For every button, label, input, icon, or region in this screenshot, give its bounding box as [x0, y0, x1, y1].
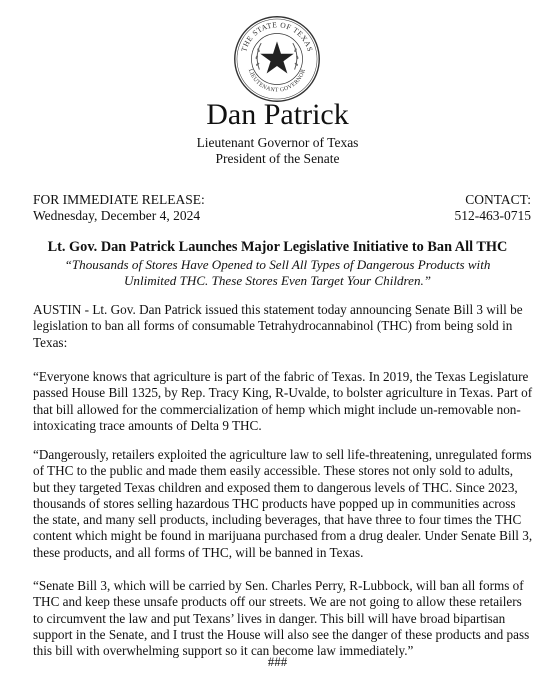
body-paragraph-3: “Dangerously, retailers exploited the agriculture law to sell life-threatening, unregulated forms of THC to the public and made them easily accessible. These stores not only sold to adults, but they targeted Texas children and exposed them to dangerous levels of THC. Since 2023, thousands of stores selling hazardous THC products have popped up in communities across the state, and many sell products, including beverages, that have three to four times the THC content which might be found in marijuana purchased from a drug dealer. Under Senate Bill 3, these products, and all forms of THC, will be banned in Texas. [33, 447, 533, 560]
seal-bottom-text: LIEUTENANT GOVERNOR [246, 68, 308, 94]
official-name: Dan Patrick [206, 98, 349, 131]
contact-phone: 512-463-0715 [454, 208, 531, 223]
svg-text:LIEUTENANT GOVERNOR [247, 68, 307, 93]
official-role: President of the Senate [215, 151, 340, 166]
body-paragraph-4: “Senate Bill 3, which will be carried by Sen. Charles Perry, R-Lubbock, will ban all forms of THC and keep these unsafe products off our streets. We are not going to allow these retailers to circumvent the law and put Texans’ lives in danger. This bill will have broad bipartisan support in the Senate, and I trust the House will also see the danger of these products and pass this bill with overwhelming support so it can become law immediately.” [33, 578, 530, 659]
headline: Lt. Gov. Dan Patrick Launches Major Legislative Initiative to Ban All THC [47, 239, 508, 255]
release-label: FOR IMMEDIATE RELEASE: [33, 192, 205, 207]
body-paragraph-2: “Everyone knows that agriculture is part of the fabric of Texas. In 2019, the Texas Legislature passed House Bill 1325, by Rep. Tracy King, R-Uvalde, to bolster agriculture in Texas. Part of that bill allowed for the commercialization of hemp which might include un-removable non-intoxicating trace amounts of Delta 9 THC. [33, 369, 533, 433]
seal-top-text: THE STATE OF TEXAS [239, 20, 315, 53]
body-paragraph-1: AUSTIN - Lt. Gov. Dan Patrick issued this statement today announcing Senate Bill 3 will be legislation to ban all forms of consumable Tetrahydrocannabinol (THC) from being sold in Texas: [33, 302, 523, 350]
official-title: Lieutenant Governor of Texas [196, 135, 359, 150]
state-seal-icon [233, 15, 321, 103]
end-mark: ### [267, 654, 288, 669]
release-date: Wednesday, December 4, 2024 [33, 208, 201, 223]
contact-label: CONTACT: [465, 192, 531, 207]
subheadline: “Thousands of Stores Have Opened to Sell All Types of Dangerous Products with Unlimited THC. These Stores Even Target Your Children.” [64, 257, 491, 288]
